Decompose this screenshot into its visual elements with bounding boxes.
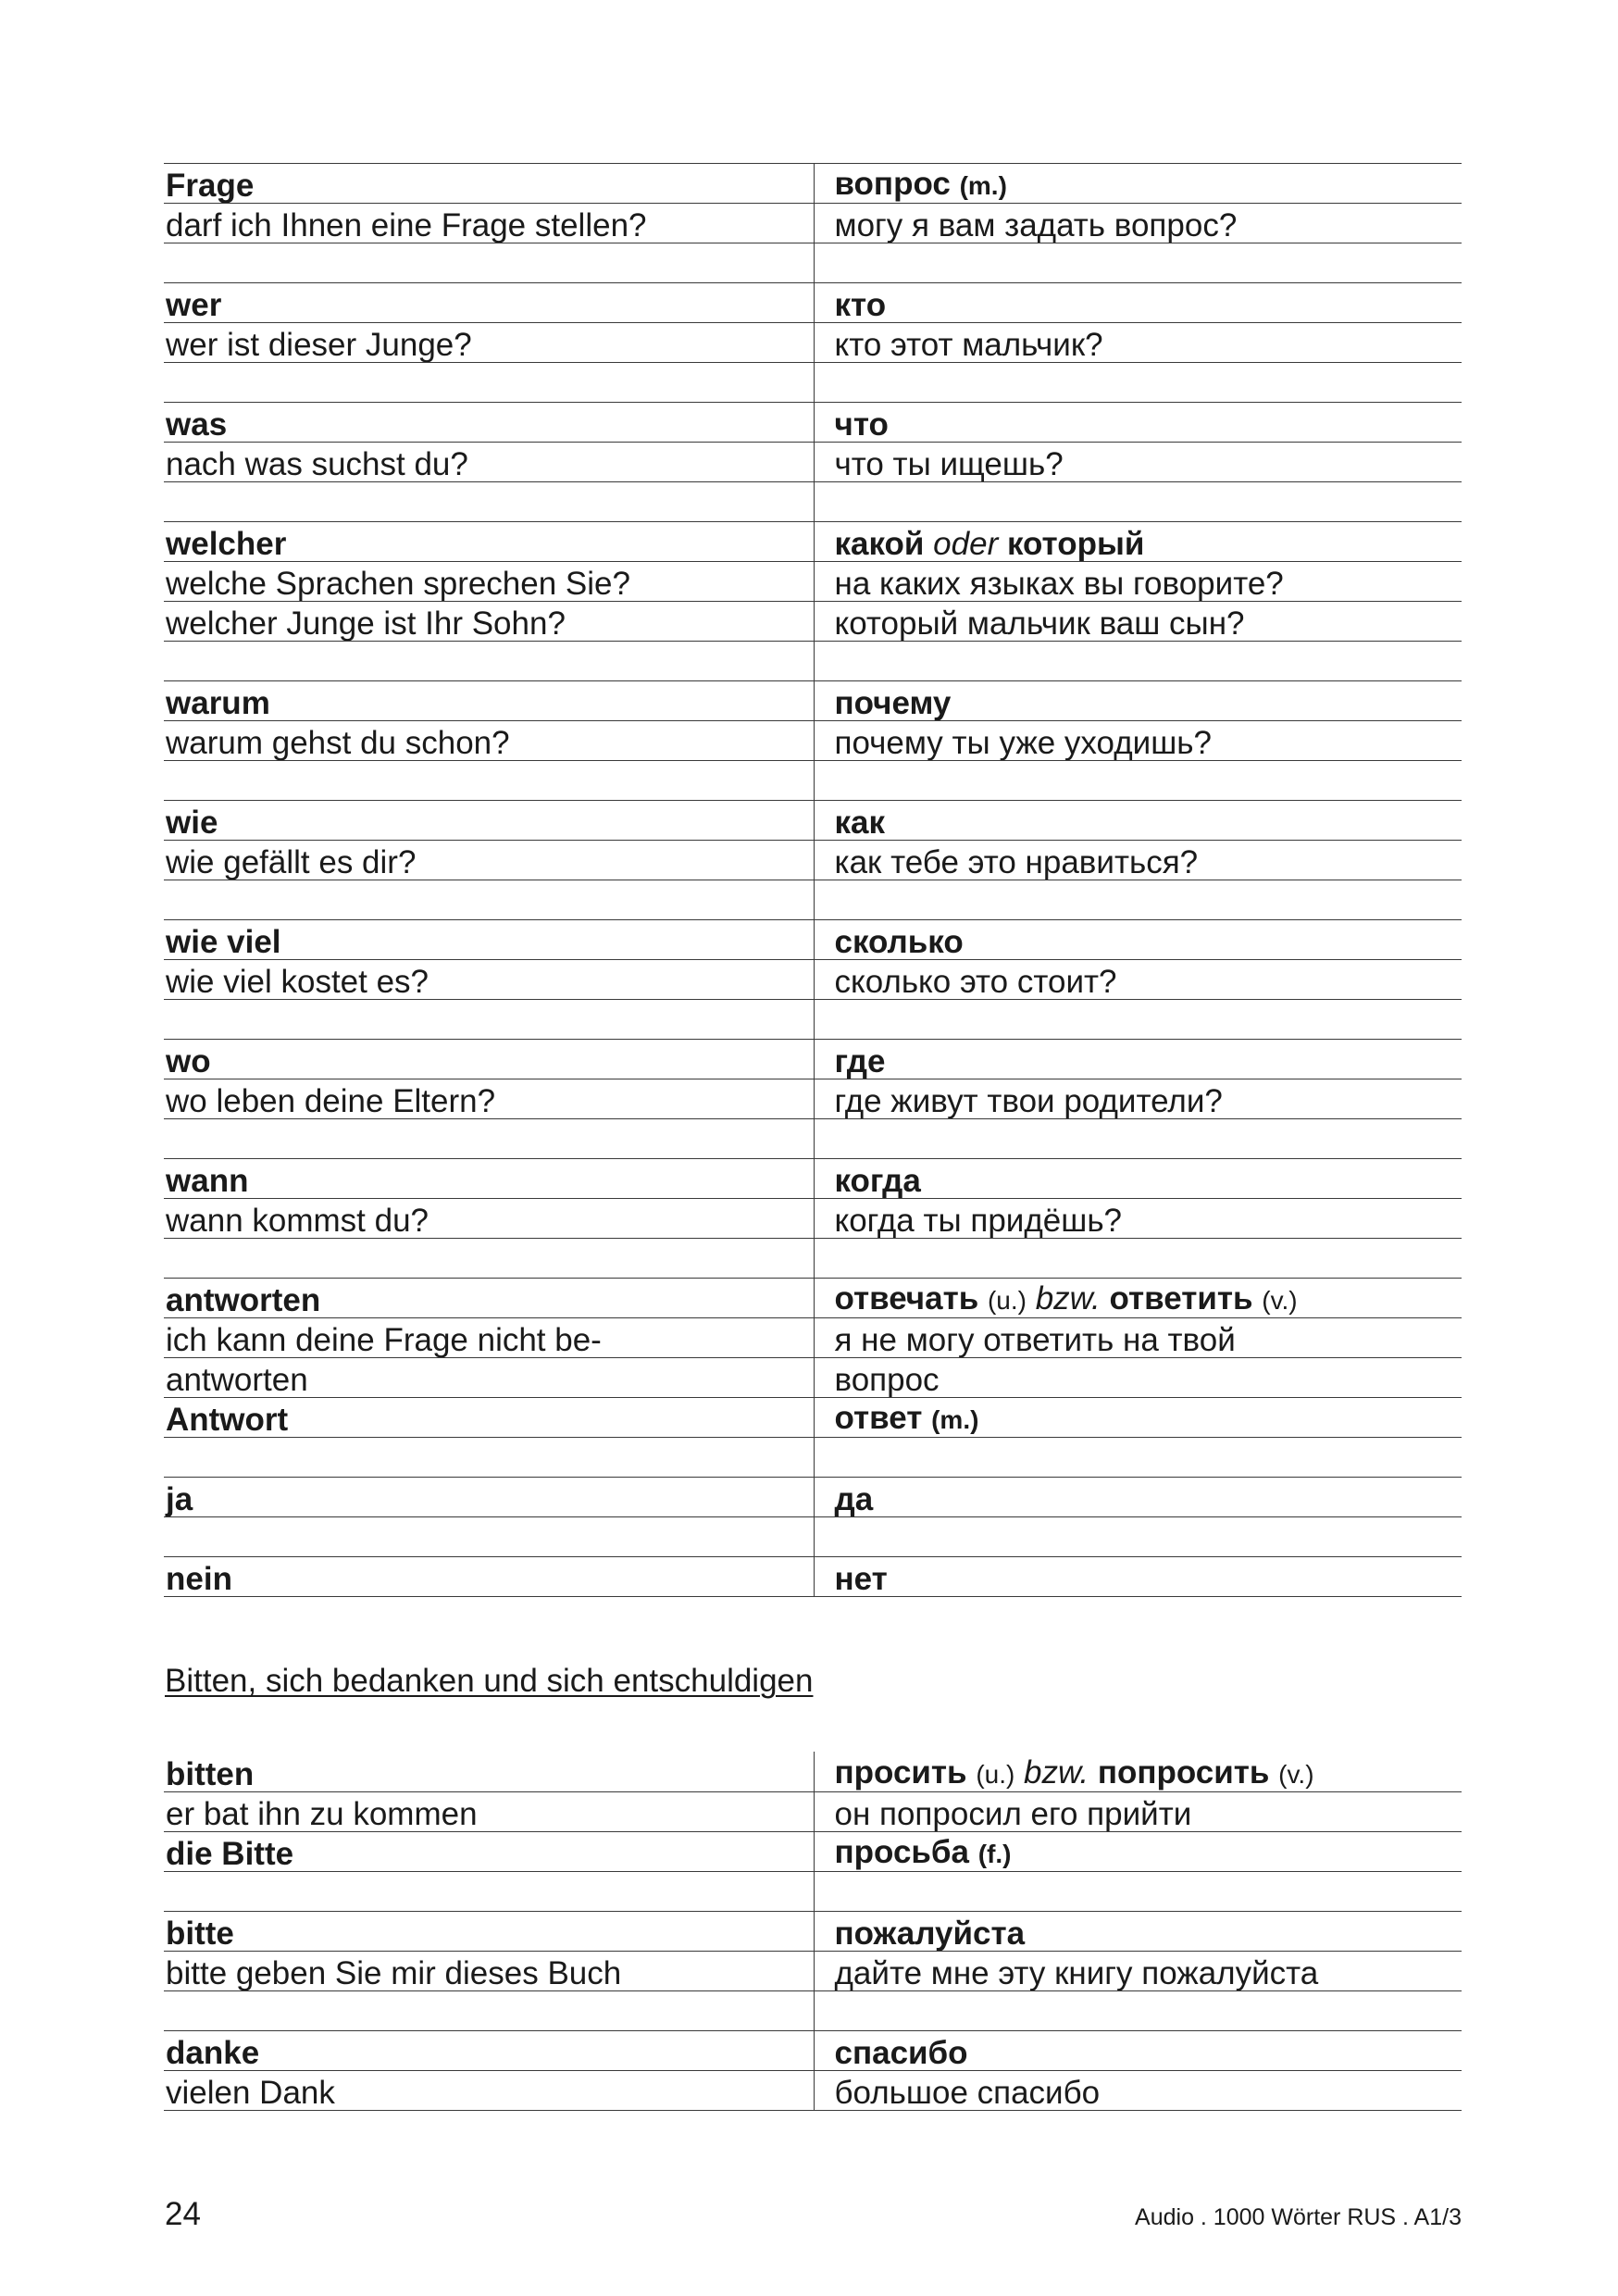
connector-word: oder [933, 526, 999, 562]
gender-marker: (f.) [977, 1839, 1012, 1868]
table-row [164, 164, 1462, 204]
empty-cell [814, 1239, 1462, 1279]
table-row [164, 1990, 1462, 2030]
table-row [164, 2030, 1462, 2070]
table-row [164, 2070, 1462, 2110]
russian-example: вопрос [814, 1358, 1462, 1398]
table-row [164, 283, 1462, 323]
german-example: wie gefällt es dir? [164, 841, 814, 880]
german-example: er bat ihn zu kommen [164, 1791, 814, 1831]
table-row [164, 1159, 1462, 1199]
german-example: nach was suchst du? [164, 443, 814, 482]
page-number: 24 [165, 2196, 201, 2232]
russian-headword: да [814, 1478, 1462, 1517]
empty-cell [164, 482, 814, 522]
table-row [164, 1358, 1462, 1398]
empty-cell [164, 1119, 814, 1159]
connector-word: bzw. [1035, 1280, 1101, 1316]
russian-word: отвечать [834, 1280, 979, 1316]
german-headword: wann [164, 1159, 814, 1199]
table-row [164, 1871, 1462, 1911]
empty-cell [814, 1438, 1462, 1478]
russian-headword: сколько [814, 920, 1462, 960]
table-row [164, 642, 1462, 681]
german-headword: was [164, 403, 814, 443]
table-row [164, 761, 1462, 801]
russian-headword: почему [814, 681, 1462, 721]
table-row [164, 1119, 1462, 1159]
empty-cell [814, 243, 1462, 283]
german-headword: welcher [164, 522, 814, 562]
table-row [164, 721, 1462, 761]
empty-cell [164, 1438, 814, 1478]
empty-cell [814, 880, 1462, 920]
empty-cell [814, 642, 1462, 681]
vocabulary-table-thanks [164, 1752, 1462, 2111]
russian-example: когда ты придёшь? [814, 1199, 1462, 1239]
russian-word: просьба [834, 1833, 970, 1870]
empty-cell [164, 1239, 814, 1279]
empty-cell [814, 1000, 1462, 1040]
german-example: wie viel kostet es? [164, 960, 814, 1000]
table-row [164, 1199, 1462, 1239]
table-row [164, 1831, 1462, 1871]
aspect-marker: (v.) [1262, 1286, 1298, 1315]
german-headword: bitten [164, 1752, 814, 1791]
table-row [164, 1079, 1462, 1119]
german-example: ich kann deine Frage nicht be- [164, 1318, 814, 1358]
russian-headword [814, 1279, 1462, 1318]
table-row [164, 880, 1462, 920]
empty-cell [164, 761, 814, 801]
german-headword: warum [164, 681, 814, 721]
table-row [164, 522, 1462, 562]
german-headword: Antwort [164, 1398, 814, 1438]
russian-headword: спасибо [814, 2030, 1462, 2070]
table-row [164, 841, 1462, 880]
empty-cell [814, 1871, 1462, 1911]
footer-source: Audio . 1000 Wörter RUS . A1/3 [1135, 2204, 1462, 2230]
empty-cell [164, 363, 814, 403]
empty-cell [814, 761, 1462, 801]
russian-example: на каких языках вы говорите? [814, 562, 1462, 602]
russian-example: могу я вам задать вопрос? [814, 204, 1462, 243]
gender-marker: (m.) [931, 1405, 979, 1434]
table-row [164, 1517, 1462, 1557]
russian-headword: как [814, 801, 1462, 841]
table-row [164, 801, 1462, 841]
russian-headword: когда [814, 1159, 1462, 1199]
russian-example: большое спасибо [814, 2070, 1462, 2110]
table-row [164, 363, 1462, 403]
empty-cell [164, 243, 814, 283]
russian-word: просить [834, 1753, 967, 1791]
german-headword: antworten [164, 1279, 814, 1318]
empty-cell [164, 880, 814, 920]
russian-word: ответ [834, 1400, 923, 1436]
german-headword: wer [164, 283, 814, 323]
russian-example: где живут твои родители? [814, 1079, 1462, 1119]
russian-word: вопрос [834, 166, 951, 202]
german-example: warum gehst du schon? [164, 721, 814, 761]
russian-example: что ты ищешь? [814, 443, 1462, 482]
empty-cell [814, 1119, 1462, 1159]
table-row [164, 1279, 1462, 1318]
table-row [164, 403, 1462, 443]
table-row [164, 1040, 1462, 1079]
table-row [164, 1478, 1462, 1517]
empty-cell [164, 1990, 814, 2030]
german-headword: bitte [164, 1911, 814, 1951]
german-example: antworten [164, 1358, 814, 1398]
russian-word: попросить [1097, 1753, 1270, 1791]
gender-marker: (m.) [959, 171, 1007, 200]
empty-cell [814, 482, 1462, 522]
table-row [164, 602, 1462, 642]
russian-example: почему ты уже уходишь? [814, 721, 1462, 761]
german-headword: die Bitte [164, 1831, 814, 1871]
german-example: bitte geben Sie mir dieses Buch [164, 1951, 814, 1990]
table-row [164, 1557, 1462, 1597]
russian-headword [814, 522, 1462, 562]
empty-cell [164, 1517, 814, 1557]
empty-cell [814, 1990, 1462, 2030]
russian-word: который [1006, 526, 1145, 562]
aspect-marker: (u.) [976, 1759, 1015, 1789]
german-example: vielen Dank [164, 2070, 814, 2110]
table-row [164, 243, 1462, 283]
table-row [164, 1000, 1462, 1040]
empty-cell [164, 1000, 814, 1040]
russian-example: кто этот мальчик? [814, 323, 1462, 363]
table-row [164, 323, 1462, 363]
russian-example: дайте мне эту книгу пожалуйста [814, 1951, 1462, 1990]
table-row [164, 1791, 1462, 1831]
german-headword: danke [164, 2030, 814, 2070]
german-example: welche Sprachen sprechen Sie? [164, 562, 814, 602]
russian-word: какой [834, 526, 925, 562]
connector-word: bzw. [1024, 1753, 1089, 1791]
table-row [164, 1951, 1462, 1990]
table-row [164, 1911, 1462, 1951]
german-example: wo leben deine Eltern? [164, 1079, 814, 1119]
empty-cell [164, 1871, 814, 1911]
table-row [164, 920, 1462, 960]
table-row [164, 1438, 1462, 1478]
russian-word: ответить [1109, 1280, 1253, 1316]
russian-headword: что [814, 403, 1462, 443]
section-heading: Bitten, sich bedanken und sich entschuldigen [165, 1663, 814, 1699]
table-row [164, 443, 1462, 482]
russian-example: он попросил его прийти [814, 1791, 1462, 1831]
german-headword: wo [164, 1040, 814, 1079]
table-row [164, 960, 1462, 1000]
russian-example: я не могу ответить на твой [814, 1318, 1462, 1358]
german-example: wann kommst du? [164, 1199, 814, 1239]
russian-headword: пожалуйста [814, 1911, 1462, 1951]
german-example: welcher Junge ist Ihr Sohn? [164, 602, 814, 642]
german-example: wer ist dieser Junge? [164, 323, 814, 363]
table-row [164, 1398, 1462, 1438]
russian-example: сколько это стоит? [814, 960, 1462, 1000]
russian-headword [814, 1398, 1462, 1438]
german-headword: wie [164, 801, 814, 841]
table-row [164, 1318, 1462, 1358]
russian-headword [814, 1831, 1462, 1871]
russian-example: как тебе это нравиться? [814, 841, 1462, 880]
table-row [164, 562, 1462, 602]
russian-headword: нет [814, 1557, 1462, 1597]
russian-headword [814, 1752, 1462, 1791]
russian-headword: кто [814, 283, 1462, 323]
table-row [164, 482, 1462, 522]
russian-headword: где [814, 1040, 1462, 1079]
empty-cell [164, 642, 814, 681]
table-row [164, 204, 1462, 243]
empty-cell [814, 363, 1462, 403]
german-headword: nein [164, 1557, 814, 1597]
german-headword: Frage [164, 164, 814, 204]
russian-example: который мальчик ваш сын? [814, 602, 1462, 642]
table-row [164, 1752, 1462, 1791]
empty-cell [814, 1517, 1462, 1557]
german-headword: ja [164, 1478, 814, 1517]
russian-headword [814, 164, 1462, 204]
table-row [164, 681, 1462, 721]
german-headword: wie viel [164, 920, 814, 960]
german-example: darf ich Ihnen eine Frage stellen? [164, 204, 814, 243]
vocabulary-table-questions [164, 163, 1462, 1597]
table-row [164, 1239, 1462, 1279]
aspect-marker: (v.) [1278, 1759, 1314, 1789]
aspect-marker: (u.) [987, 1286, 1027, 1315]
